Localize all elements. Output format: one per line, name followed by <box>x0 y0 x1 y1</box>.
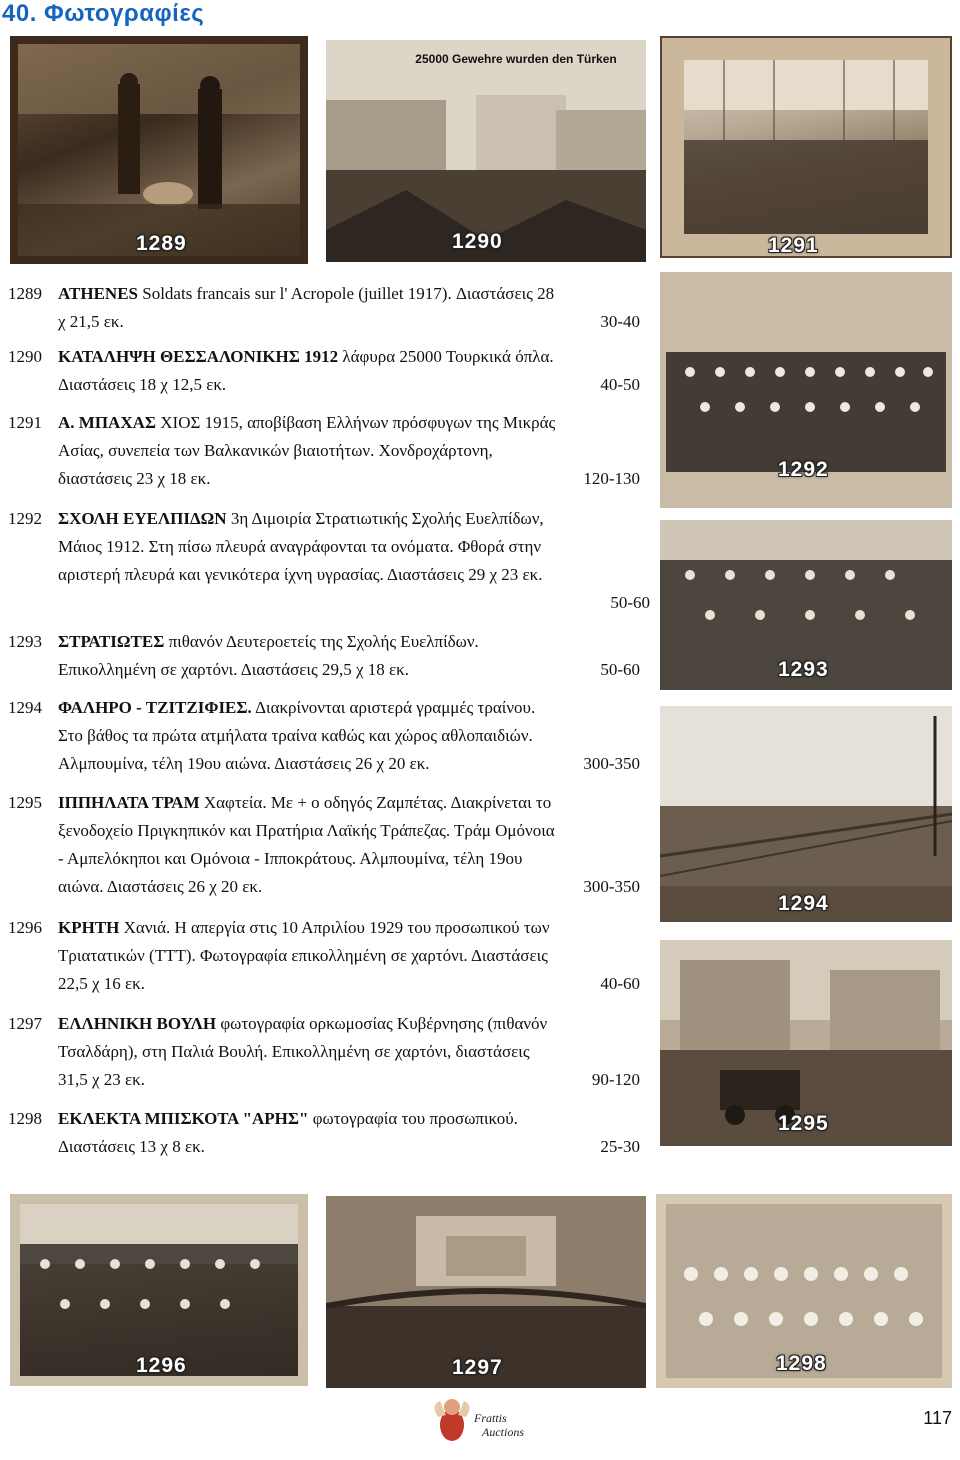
lot-description: πιθανόν Δευτεροετείς της Σχολής Ευελπίδων. <box>164 632 479 651</box>
lot-description: 3η Διμοιρία Στρατιωτικής Σχολής Ευελπίδων, <box>226 509 544 528</box>
lot-entry-1291 <box>8 409 648 493</box>
lot-description: χ 21,5 εκ. <box>58 312 124 331</box>
lot-description: Διαστάσεις 13 χ 8 εκ. <box>58 1137 205 1156</box>
lot-entry-1298 <box>8 1105 648 1161</box>
lot-price: 50-60 <box>610 593 650 612</box>
photo-label: 1294 <box>778 892 829 915</box>
lot-number: 1289 <box>8 284 42 303</box>
photo-label: 1289 <box>136 232 187 255</box>
photo-1294 <box>660 706 952 922</box>
lot-title: ΕΚΛΕΚΤΑ ΜΠΙΣΚΟΤΑ "ΑΡΗΣ" <box>58 1109 309 1128</box>
lot-price: 25-30 <box>600 1137 640 1156</box>
lot-description: φωτογραφία ορκωμοσίας Κυβέρνησης (πιθανόν <box>216 1014 548 1033</box>
lot-description: Χαφτεία. Με + ο οδηγός Ζαμπέτας. Διακρίνεται το <box>199 793 552 812</box>
lot-title: ΚΑΤΑΛΗΨΗ ΘΕΣΣΑΛΟΝΙΚΗΣ 1912 <box>58 347 339 366</box>
photo-1297 <box>326 1196 646 1388</box>
lot-number: 1292 <box>8 509 42 528</box>
photo-label: 1296 <box>136 1354 187 1377</box>
lot-title: ΣΤΡΑΤΙΩΤΕΣ <box>58 632 165 651</box>
lot-description: λάφυρα 25000 Τουρκικά όπλα. <box>338 347 554 366</box>
lot-price: 40-50 <box>600 375 640 394</box>
photo-1298 <box>656 1194 952 1388</box>
lot-description: 22,5 χ 16 εκ. <box>58 974 146 993</box>
photo-1296 <box>10 1194 308 1386</box>
lot-description: Τσαλδάρη), στη Παλιά Βουλή. Επικολλημένη σε χαρτόνι, διαστάσεις <box>58 1042 530 1061</box>
photo-1290 <box>326 40 646 262</box>
lot-number: 1293 <box>8 632 42 651</box>
photo-label: 1297 <box>452 1356 503 1379</box>
lot-description: Μάιος 1912. Στη πίσω πλευρά αναγράφονται τα ονόματα. Φθορά στην <box>58 537 542 556</box>
lot-number: 1297 <box>8 1014 42 1033</box>
cherub-icon <box>430 1395 474 1447</box>
lot-price: 30-40 <box>600 312 640 331</box>
lot-description: Επικολλημένη σε χαρτόνι. Διαστάσεις 29,5 χ 18 εκ. <box>58 660 409 679</box>
photo-1289-scene <box>18 44 300 256</box>
photo-1291 <box>660 36 952 258</box>
lot-entry-1290 <box>8 343 648 399</box>
lot-description: Ασίας, συνεπεία των Βαλκανικών βιαιοτήτων. Χονδροχάρτονη, <box>58 441 493 460</box>
lot-title: ΦΑΛΗΡΟ - ΤΖΙΤΖΙΦΙΕΣ. <box>58 698 252 717</box>
lot-description: Χανιά. Η απεργία στις 10 Απριλίου 1929 του προσωπικού των <box>119 918 550 937</box>
lot-description: Στο βάθος τα πρώτα ατμήλατα τραίνα καθώς και χώρος αθλοπαιδιών. <box>58 726 533 745</box>
lot-entry-1294 <box>8 694 648 778</box>
lot-description: ξενοδοχείο Πριγκηπικόν και Πρατήρια Λαϊκής Τράπεζας. Τράμ Ομόνοια <box>58 821 555 840</box>
lot-number: 1295 <box>8 793 42 812</box>
lot-title: ΣΧΟΛΗ ΕΥΕΛΠΙΔΩΝ <box>58 509 227 528</box>
photo-1295 <box>660 940 952 1146</box>
lot-description: - Αμπελόκηποι και Ομόνοια - Ιπποκράτους. Αλμπουμίνα, τέλη 19ου <box>58 849 523 868</box>
lot-description: Διαστάσεις 18 χ 12,5 εκ. <box>58 375 227 394</box>
lot-number: 1294 <box>8 698 42 717</box>
lot-description: αιώνα. Διαστάσεις 26 χ 20 εκ. <box>58 877 263 896</box>
lot-entry-1297 <box>8 1010 648 1094</box>
photo-label: 1298 <box>776 1352 827 1375</box>
photo-label: 1295 <box>778 1112 829 1135</box>
frattis-logo <box>430 1395 530 1447</box>
lot-description: διαστάσεις 23 χ 18 εκ. <box>58 469 211 488</box>
photo-1291-scene <box>684 60 928 234</box>
lot-title: ΕΛΛΗΝΙΚΗ ΒΟΥΛΗ <box>58 1014 217 1033</box>
photo-1290-scene <box>326 40 646 262</box>
lot-description: Αλμπουμίνα, τέλη 19ου αιώνα. Διαστάσεις 26 χ 20 εκ. <box>58 754 430 773</box>
lot-price: 40-60 <box>600 974 640 993</box>
lot-price: 90-120 <box>591 1070 640 1089</box>
photo-1289 <box>10 36 308 264</box>
page-header <box>0 0 960 32</box>
photo-label: 1291 <box>768 234 819 257</box>
photo-1296-scene <box>20 1204 298 1376</box>
lot-entry-1289 <box>8 280 648 336</box>
lot-entry-1295 <box>8 789 648 901</box>
photo-label: 1290 <box>452 230 503 253</box>
lot-description: Διακρίνονται αριστερά γραμμές τραίνου. <box>251 698 536 717</box>
photo-1293 <box>660 520 952 690</box>
lot-entry-1296 <box>8 914 648 998</box>
lot-price: 300-350 <box>583 877 640 896</box>
lot-number: 1291 <box>8 413 42 432</box>
lot-title: ΙΠΠΗΛΑΤΑ ΤΡΑΜ <box>58 793 200 812</box>
logo-text-line1: Frattis <box>474 1411 507 1425</box>
lot-description: φωτογραφία του προσωπικού. <box>308 1109 518 1128</box>
photo-label: 1292 <box>778 458 829 481</box>
lot-number: 1298 <box>8 1109 42 1128</box>
lot-title: ATHENES <box>58 284 138 303</box>
lot-price: 120-130 <box>583 469 640 488</box>
photo-label: 1293 <box>778 658 829 681</box>
lot-description: ΧΙΟΣ 1915, αποβίβαση Ελλήνων πρόσφυγων της Μικράς <box>156 413 556 432</box>
photo-1294-scene <box>660 706 952 922</box>
page-title: 40. Φωτογραφίες <box>2 0 205 27</box>
lot-description: αριστερή πλευρά και γενικότερα ίχνη υγρασίας. Διαστάσεις 29 χ 23 εκ. <box>58 565 543 584</box>
lot-description: 31,5 χ 23 εκ. <box>58 1070 146 1089</box>
photo-1290-banner: 25000 Gewehre wurden den Türken <box>415 52 617 66</box>
lot-price: 50-60 <box>600 660 640 679</box>
lot-entry-1292 <box>8 505 648 617</box>
lot-title: ΚΡΗΤΗ <box>58 918 120 937</box>
lot-number: 1290 <box>8 347 42 366</box>
logo-text-line2: Auctions <box>482 1425 524 1439</box>
photo-1292 <box>660 272 952 508</box>
lot-number: 1296 <box>8 918 42 937</box>
lot-description: Soldats francais sur l' Acropole (juillet 1917). Διαστάσεις 28 <box>138 284 555 303</box>
lot-price: 300-350 <box>583 754 640 773</box>
page-number: 117 <box>923 1408 952 1428</box>
lot-entry-1293 <box>8 628 648 684</box>
lot-title: Α. ΜΠΑΧΑΣ <box>58 413 156 432</box>
lot-description: Τριατατικών (ΤΤΤ). Φωτογραφία επικολλημένη σε χαρτόνι. Διαστάσεις <box>58 946 548 965</box>
